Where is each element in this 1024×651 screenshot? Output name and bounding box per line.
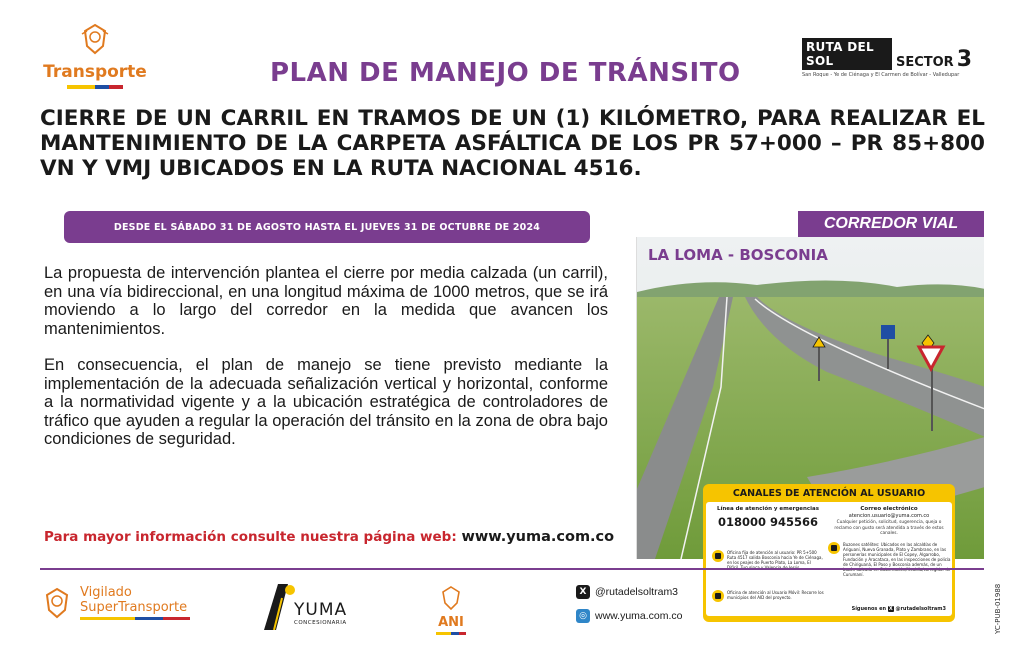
more-info-text: Para mayor información consulte nuestra página web: bbox=[44, 529, 457, 545]
yuma-logo bbox=[258, 578, 378, 630]
more-info bbox=[44, 529, 614, 545]
phone-number[interactable]: 018000 945566 bbox=[717, 515, 819, 529]
brand-sector: SECTOR bbox=[895, 55, 954, 70]
ani-text: ANI bbox=[438, 615, 464, 630]
transporte-name: Transporte bbox=[43, 62, 147, 82]
phone-channel bbox=[712, 506, 824, 529]
phone-label: Línea de atención y emergencias bbox=[716, 506, 820, 512]
mailbox-channel bbox=[828, 542, 952, 577]
ani-logo bbox=[431, 585, 471, 635]
office-icon bbox=[712, 550, 724, 562]
social-x-handle[interactable]: @rutadelsoltram3 bbox=[595, 586, 679, 598]
yuma-sub: CONCESIONARIA bbox=[294, 620, 347, 626]
footer-divider bbox=[40, 568, 984, 570]
email-channel bbox=[828, 506, 950, 537]
mailbox-text: Buzones satélites: Ubicados en las alcaldías de Ariguaní, Nueva Granada, Plato y Zambrano, en las personerías municipales de El Copey, Algarrobo, Fundación y Aracataca, en las inspecciones de policía de Chiriguaná, El Paso y Bosconia además, de un Curumaní. bbox=[843, 542, 951, 577]
colombia-flag-bar bbox=[67, 85, 123, 89]
yuma-road-icon bbox=[258, 578, 298, 630]
vigilado-line1: Vigilado bbox=[80, 585, 132, 600]
social-links bbox=[576, 585, 683, 633]
vigilado-logo bbox=[40, 585, 190, 620]
ruta-del-sol-logo bbox=[802, 38, 972, 78]
channels-follow bbox=[852, 606, 946, 612]
yuma-word: YUMA bbox=[294, 600, 348, 620]
channels-title: CANALES DE ATENCIÓN AL USUARIO bbox=[706, 487, 952, 502]
follow-label: Síguenos en bbox=[851, 606, 887, 612]
body-text bbox=[44, 264, 608, 449]
coat-of-arms-icon bbox=[40, 586, 74, 620]
x-icon: X bbox=[888, 606, 893, 612]
colombia-flag-bar bbox=[436, 632, 466, 635]
globe-icon: ◎ bbox=[576, 609, 590, 623]
transporte-logo bbox=[40, 22, 150, 89]
publication-code bbox=[994, 572, 1006, 634]
brand-ruta: RUTA DEL SOL bbox=[802, 38, 892, 70]
paragraph-1: La propuesta de intervención plantea el cierre por media calzada (un carril), en una vía bidireccional, en una longitud máxima de 1000 metros, que se irá moviendo a lo largo del corredor en la medida que avancen los mantenimientos. bbox=[44, 264, 608, 338]
page-title: PLAN DE MANEJO DE TRÁNSITO bbox=[270, 58, 741, 88]
mailbox-icon bbox=[828, 542, 840, 554]
mobile-text: Oficina de atención al Usuario Móvil: Recorre los municipios del AID del proyecto. bbox=[727, 590, 824, 600]
email-address[interactable]: atencion.usuario@yuma.com.co bbox=[848, 513, 930, 519]
office-text: Oficina fija de atención al usuario: PR 5+500 Ruta 4517 salida Bosconia hacia Ye de Ciénaga, en los peajes de Puerto Plato, La Loma, El bbox=[727, 550, 823, 565]
vigilado-line2: SuperTransporte bbox=[80, 600, 188, 615]
paragraph-2: En consecuencia, el plan de manejo se tiene previsto mediante la implementación de la adecuada señalización vertical y horizontal, conforme a la normatividad vigente y a la ubicación estratégica de controladores de tráfico que ayuden a regular la operación del tránsito en la zona de obra bajo condiciones de seguridad. bbox=[44, 356, 608, 448]
office-channel bbox=[712, 550, 824, 570]
coat-of-arms-icon bbox=[78, 22, 112, 56]
coat-of-arms-icon bbox=[438, 585, 464, 611]
colombia-flag-bar bbox=[80, 617, 190, 620]
corridor-label: CORREDOR VIAL bbox=[798, 211, 984, 237]
mobile-channel bbox=[712, 590, 824, 602]
brand-subtitle: San Roque - Ye de Ciénaga y El Carmen de Bolívar - Valledupar bbox=[802, 72, 960, 78]
x-icon: X bbox=[576, 585, 590, 599]
headline: CIERRE DE UN CARRIL EN TRAMOS DE UN (1) KILÓMETRO, PARA REALIZAR EL MANTENIMIENTO DE LA CARPETA ASFÁLTICA DE LOS PR 57+000 – PR 85+800 VN Y VMJ UBICADOS EN LA RUTA NACIONAL 4516. bbox=[40, 106, 985, 181]
social-web[interactable] bbox=[576, 609, 683, 623]
date-banner: DESDE EL SÁBADO 31 DE AGOSTO HASTA EL JUEVES 31 DE OCTUBRE DE 2024 bbox=[64, 211, 590, 243]
social-web-url[interactable]: www.yuma.com.co bbox=[595, 610, 683, 622]
corridor-name: LA LOMA - BOSCONIA bbox=[648, 246, 828, 264]
email-note: Cualquier petición, solicitud, sugerencia, queja o reclamo con gusto será atendida a través de estos canales. bbox=[834, 520, 944, 536]
email-label: Correo electrónico bbox=[860, 506, 918, 512]
brand-sector-number: 3 bbox=[956, 47, 972, 72]
channels-box bbox=[703, 484, 955, 622]
follow-handle[interactable]: @rutadelsoltram3 bbox=[895, 606, 946, 612]
publication-code-text: YC-PUB-01988 bbox=[994, 583, 1002, 634]
more-info-url[interactable]: www.yuma.com.co bbox=[461, 529, 615, 545]
van-icon bbox=[712, 590, 724, 602]
social-x[interactable] bbox=[576, 585, 683, 599]
